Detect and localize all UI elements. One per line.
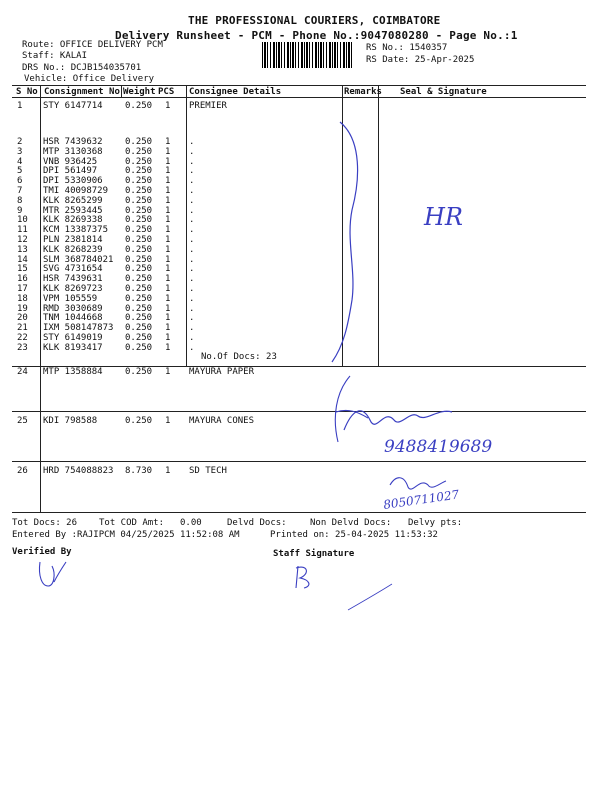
row-consignee-details: PREMIER <box>189 101 227 111</box>
row-consignment-no: PLN 2381814 <box>43 235 103 245</box>
route: Route: OFFICE DELIVERY PCM <box>22 40 163 50</box>
row-consignment-no: RMD 3030689 <box>43 303 103 314</box>
row-pcs: 1 <box>165 235 171 245</box>
row-weight: 0.250 <box>125 101 153 111</box>
row-pcs: 1 <box>165 264 171 275</box>
pen-stroke <box>346 582 396 612</box>
row-consignment-no: SLM 368784021 <box>43 254 114 265</box>
row-weight: 0.250 <box>125 195 153 206</box>
tot-cod-value: 0.00 <box>180 518 202 528</box>
row-sno: 13 <box>17 244 28 255</box>
row-consignment-no: DPI 561497 <box>43 166 98 177</box>
row-weight: 0.250 <box>125 323 153 334</box>
row-pcs: 1 <box>165 284 171 294</box>
tot-cod-amt: Tot COD Amt: <box>99 518 165 528</box>
row-pcs: 1 <box>165 215 171 226</box>
row-sno: 12 <box>17 235 28 245</box>
row-weight: 0.250 <box>125 342 153 353</box>
vehicle: Vehicle: Office Delivery <box>24 74 155 84</box>
row-consignment-no: KDI 798588 <box>43 416 98 426</box>
col-seal-signature: Seal & Signature <box>400 87 487 97</box>
row-consignment-no: TNM 1044668 <box>43 313 103 324</box>
sig-group-text: HR <box>424 203 463 231</box>
row-weight: 0.250 <box>125 215 153 226</box>
row-consignment-no: KLK 8265299 <box>43 195 103 206</box>
row-consignment-no: STY 6147714 <box>43 101 103 111</box>
row-pcs: 1 <box>165 303 171 314</box>
drs-number: DRS No.: DCJB154035701 <box>22 63 142 73</box>
row-pcs: 1 <box>165 166 171 177</box>
row-consignment-no: VPM 105559 <box>43 293 98 304</box>
consignee-placeholder-dot: . <box>189 313 195 324</box>
signature-sd-tech <box>370 465 520 515</box>
row-sno: 23 <box>17 342 28 353</box>
consignee-placeholder-dot: . <box>189 205 195 216</box>
seal-signature-group <box>420 195 480 235</box>
row-consignment-no: MTP 1358884 <box>43 367 103 377</box>
row-sno: 4 <box>17 156 23 167</box>
row-weight: 0.250 <box>125 313 153 324</box>
row-consignment-no: STY 6149019 <box>43 333 103 343</box>
consignee-placeholder-dot: . <box>189 293 195 304</box>
row-consignment-no: KLK 8193417 <box>43 342 103 353</box>
row-pcs: 1 <box>165 186 171 196</box>
col-pcs: PCS <box>158 87 175 97</box>
signature-mayura-cones <box>340 390 530 460</box>
verified-by: Verified By <box>12 547 72 557</box>
row-consignment-no: HRD 754088823 <box>43 466 114 476</box>
consignee-placeholder-dot: . <box>189 333 195 343</box>
rs-date: RS Date: 25-Apr-2025 <box>366 55 475 65</box>
no-of-docs: No.Of Docs: 23 <box>201 352 277 362</box>
row-weight: 0.250 <box>125 293 153 304</box>
row-consignment-no: MTR 2593445 <box>43 205 103 216</box>
consignee-placeholder-dot: . <box>189 176 195 187</box>
row-sno: 6 <box>17 176 23 187</box>
row-pcs: 1 <box>165 156 171 167</box>
consignee-placeholder-dot: . <box>189 284 195 294</box>
consignee-placeholder-dot: . <box>189 244 195 255</box>
delvd-docs: Delvd Docs: <box>227 518 287 528</box>
row-sno: 16 <box>17 274 28 285</box>
entered-by: Entered By :RAJIPCM 04/25/2025 11:52:08 AM <box>12 530 240 540</box>
row-consignment-no: MTP 3130368 <box>43 146 103 157</box>
consignee-placeholder-dot: . <box>189 215 195 226</box>
row-weight: 0.250 <box>125 186 153 196</box>
col-weight: Weight <box>123 87 156 97</box>
consignee-placeholder-dot: . <box>189 137 195 147</box>
row-weight: 0.250 <box>125 416 153 426</box>
consignee-placeholder-dot: . <box>189 274 195 285</box>
consignee-placeholder-dot: . <box>189 303 195 314</box>
row-sno: 17 <box>17 284 28 294</box>
row-pcs: 1 <box>165 176 171 187</box>
row-sno: 21 <box>17 323 28 334</box>
row-pcs: 1 <box>165 313 171 324</box>
row-weight: 0.250 <box>125 176 153 187</box>
phone-1: 9488419689 <box>384 437 493 457</box>
row-consignment-no: TMI 40098729 <box>43 186 109 196</box>
row-weight: 0.250 <box>125 274 153 285</box>
col-remarks: Remarks <box>344 87 382 97</box>
consignee-placeholder-dot: . <box>189 235 195 245</box>
consignee-placeholder-dot: . <box>189 195 195 206</box>
consignee-placeholder-dot: . <box>189 264 195 275</box>
row-sno: 8 <box>17 195 23 206</box>
consignee-placeholder-dot: . <box>189 186 195 196</box>
row-sno: 19 <box>17 303 28 314</box>
col-consignment: Consignment No <box>44 87 120 97</box>
row-weight: 0.250 <box>125 333 153 343</box>
rs-number: RS No.: 1540357 <box>366 43 448 53</box>
row-sno: 11 <box>17 225 28 236</box>
row-sno: 1 <box>17 101 23 111</box>
consignee-placeholder-dot: . <box>189 342 195 353</box>
row-consignment-no: KCM 13387375 <box>43 225 109 236</box>
row-weight: 8.730 <box>125 466 153 476</box>
row-sno: 25 <box>17 416 28 426</box>
staff: Staff: KALAI <box>22 51 88 61</box>
row-pcs: 1 <box>165 254 171 265</box>
row-consignee-details: MAYURA PAPER <box>189 367 255 377</box>
row-sno: 20 <box>17 313 28 324</box>
row-pcs: 1 <box>165 333 171 343</box>
row-sno: 18 <box>17 293 28 304</box>
row-consignment-no: HSR 7439632 <box>43 137 103 147</box>
row-weight: 0.250 <box>125 205 153 216</box>
row-weight: 0.250 <box>125 235 153 245</box>
printed-on: Printed on: 25-04-2025 11:53:32 <box>270 530 438 540</box>
row-consignment-no: VNB 936425 <box>43 156 98 167</box>
row-sno: 5 <box>17 166 23 177</box>
row-pcs: 1 <box>165 195 171 206</box>
row-pcs: 1 <box>165 466 171 476</box>
row-pcs: 1 <box>165 146 171 157</box>
col-consignee: Consignee Details <box>189 87 282 97</box>
staff-signature: Staff Signature <box>273 549 355 559</box>
row-weight: 0.250 <box>125 146 153 157</box>
row-sno: 14 <box>17 254 28 265</box>
row-consignee-details: SD TECH <box>189 466 227 476</box>
tot-docs: Tot Docs: 26 <box>12 518 78 528</box>
row-pcs: 1 <box>165 274 171 285</box>
consignee-placeholder-dot: . <box>189 254 195 265</box>
row-weight: 0.250 <box>125 284 153 294</box>
row-sno: 2 <box>17 137 23 147</box>
row-pcs: 1 <box>165 205 171 216</box>
consignee-placeholder-dot: . <box>189 225 195 236</box>
col-sno: S No <box>16 87 38 97</box>
barcode <box>262 42 354 68</box>
row-weight: 0.250 <box>125 166 153 177</box>
runsheet-title: Delivery Runsheet - PCM - Phone No.:9047080280 - Page No.:1 <box>115 29 518 42</box>
row-weight: 0.250 <box>125 225 153 236</box>
row-consignment-no: SVG 4731654 <box>43 264 103 275</box>
row-weight: 0.250 <box>125 244 153 255</box>
row-consignment-no: KLK 8269338 <box>43 215 103 226</box>
row-pcs: 1 <box>165 137 171 147</box>
row-sno: 3 <box>17 146 23 157</box>
row-pcs: 1 <box>165 323 171 334</box>
delvy-pts: Delvy pts: <box>408 518 463 528</box>
row-sno: 15 <box>17 264 28 275</box>
row-pcs: 1 <box>165 416 171 426</box>
row-weight: 0.250 <box>125 264 153 275</box>
row-pcs: 1 <box>165 367 171 377</box>
remarks-bracket-scribble <box>330 120 370 365</box>
verified-by-signature <box>30 556 70 596</box>
row-sno: 7 <box>17 186 23 196</box>
consignee-placeholder-dot: . <box>189 146 195 157</box>
row-consignment-no: KLK 8269723 <box>43 284 103 294</box>
row-consignment-no: DPI 5330906 <box>43 176 103 187</box>
row-sno: 24 <box>17 367 28 377</box>
row-consignment-no: IXM 508147873 <box>43 323 114 334</box>
row-pcs: 1 <box>165 101 171 111</box>
consignee-placeholder-dot: . <box>189 156 195 167</box>
row-sno: 9 <box>17 205 23 216</box>
row-pcs: 1 <box>165 342 171 353</box>
row-weight: 0.250 <box>125 254 153 265</box>
row-pcs: 1 <box>165 293 171 304</box>
row-weight: 0.250 <box>125 156 153 167</box>
row-weight: 0.250 <box>125 137 153 147</box>
row-sno: 22 <box>17 333 28 343</box>
consignee-placeholder-dot: . <box>189 166 195 177</box>
row-consignment-no: HSR 7439631 <box>43 274 103 285</box>
row-pcs: 1 <box>165 225 171 236</box>
row-pcs: 1 <box>165 244 171 255</box>
row-weight: 0.250 <box>125 303 153 314</box>
non-delvd-docs: Non Delvd Docs: <box>310 518 392 528</box>
staff-signature-mark <box>290 562 330 592</box>
company-name: THE PROFESSIONAL COURIERS, COIMBATORE <box>188 14 441 27</box>
row-consignment-no: KLK 8268239 <box>43 244 103 255</box>
row-consignee-details: MAYURA CONES <box>189 416 255 426</box>
row-sno: 26 <box>17 466 28 476</box>
consignee-placeholder-dot: . <box>189 323 195 334</box>
row-weight: 0.250 <box>125 367 153 377</box>
row-sno: 10 <box>17 215 28 226</box>
phone-2: 8050711027 <box>382 487 461 512</box>
